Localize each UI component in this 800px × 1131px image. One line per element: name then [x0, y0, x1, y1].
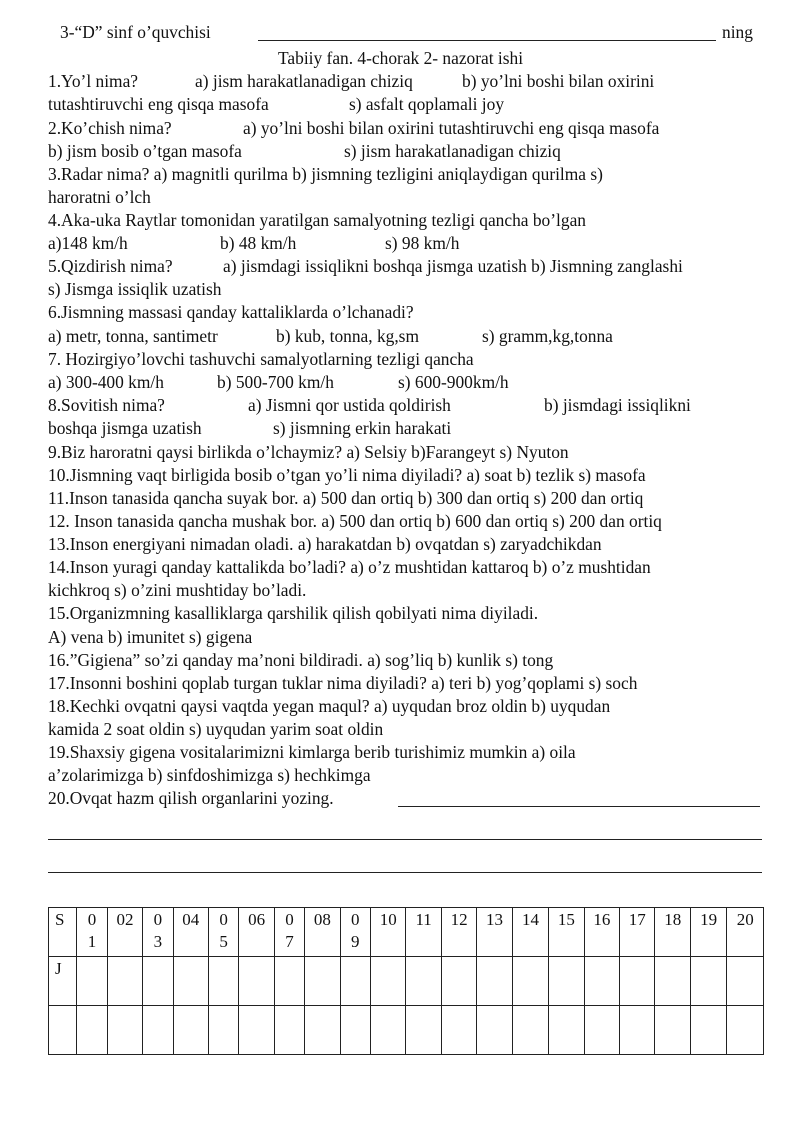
question-number-cell: 14: [512, 908, 548, 957]
score-row: [49, 1006, 764, 1055]
score-cell[interactable]: [727, 1006, 764, 1055]
q1-question: 1.Yo’l nima?: [48, 71, 139, 91]
q19-line2: a’zolarimizga b) sinfdoshimizga s) hechkimga: [48, 765, 371, 785]
q17-line: 17.Insonni boshini qoplab turgan tuklar nima diyiladi? a) teri b) yog’qoplami s) soch: [48, 673, 638, 693]
q19-line1: 19.Shaxsiy gigena vositalarimizni kimlarga berib turishimiz mumkin a) oila: [48, 742, 576, 762]
q9-line: 9.Biz haroratni qaysi birlikda o’lchaymiz? a) Selsiy b)Farangeyt s) Nyuton: [48, 442, 569, 462]
q8-option-s: s) jismning erkin harakati: [273, 418, 452, 438]
answer-cell[interactable]: [143, 957, 173, 1006]
question-number-cell: 13: [477, 908, 512, 957]
q18-line2: kamida 2 soat oldin s) uyqudan yarim soat oldin: [48, 719, 384, 739]
q6-option-b: b) kub, tonna, kg,sm: [276, 326, 419, 346]
q2-option-s: s) jism harakatlanadigan chiziq: [344, 141, 561, 161]
q7-option-s: s) 600-900km/h: [398, 372, 509, 392]
q6-question: 6.Jismning massasi qanday kattaliklarda o’lchanadi?: [48, 302, 414, 322]
answer-table: [48, 907, 764, 1055]
q4-option-a: a)148 km/h: [48, 233, 128, 253]
q15-line1: 15.Organizmning kasalliklarga qarshilik qilish qobilyati nima diyiladi.: [48, 603, 539, 623]
q2-option-a: a) yo’lni boshi bilan oxirini tutashtiruvchi eng qisqa masofa: [243, 118, 660, 138]
page-title: Tabiiy fan. 4-chorak 2- nazorat ishi: [278, 48, 524, 68]
q5-question: 5.Qizdirish nima?: [48, 256, 173, 276]
q8-question: 8.Sovitish nima?: [48, 395, 165, 415]
q11-line: 11.Inson tanasida qancha suyak bor. a) 500 dan ortiq b) 300 dan ortiq s) 200 dan ortiq: [48, 488, 644, 508]
answer-cell[interactable]: [340, 957, 370, 1006]
answer-cell[interactable]: [512, 957, 548, 1006]
q2-option-b: b) jism bosib o’tgan masofa: [48, 141, 242, 161]
score-cell[interactable]: [173, 1006, 208, 1055]
q20-answer-blank-2[interactable]: [48, 839, 762, 840]
class-label: 3-“D” sinf o’quvchisi: [60, 22, 211, 42]
q14-line1: 14.Inson yuragi qanday kattalikda bo’ladi? a) o’z mushtidan kattaroq b) o’z mushtidan: [48, 557, 651, 577]
q14-line2: kichkroq s) o’zini mushtiday bo’ladi.: [48, 580, 307, 600]
score-cell[interactable]: [406, 1006, 441, 1055]
answer-cell[interactable]: [406, 957, 441, 1006]
score-cell[interactable]: [143, 1006, 173, 1055]
score-cell[interactable]: [305, 1006, 340, 1055]
q2-question: 2.Ko’chish nima?: [48, 118, 172, 138]
q7-question: 7. Hozirgiyo’lovchi tashuvchi samalyotlarning tezligi qancha: [48, 349, 474, 369]
q3-line1: 3.Radar nima? a) magnitli qurilma b) jismning tezligini aniqlaydigan qurilma s): [48, 164, 603, 184]
answer-cell[interactable]: [77, 957, 107, 1006]
question-number-cell: 06: [239, 908, 274, 957]
score-cell[interactable]: [620, 1006, 655, 1055]
score-cell[interactable]: [441, 1006, 476, 1055]
answer-cell[interactable]: [208, 957, 238, 1006]
question-number-cell: 11: [406, 908, 441, 957]
question-number-cell: 0 5: [208, 908, 238, 957]
answer-cell[interactable]: [173, 957, 208, 1006]
question-number-cell: 16: [584, 908, 619, 957]
answer-cell[interactable]: [477, 957, 512, 1006]
score-cell[interactable]: [655, 1006, 690, 1055]
answer-cell[interactable]: [727, 957, 764, 1006]
q4-question: 4.Aka-uka Raytlar tomonidan yaratilgan samalyotning tezligi qancha bo’lgan: [48, 210, 586, 230]
question-number-cell: 12: [441, 908, 476, 957]
question-number-cell: 04: [173, 908, 208, 957]
answer-cell[interactable]: [690, 957, 726, 1006]
answer-cell[interactable]: [441, 957, 476, 1006]
score-cell[interactable]: [274, 1006, 304, 1055]
question-number-cell: 19: [690, 908, 726, 957]
question-number-cell: 02: [107, 908, 142, 957]
question-number-cell: 10: [370, 908, 405, 957]
q6-option-a: a) metr, tonna, santimetr: [48, 326, 218, 346]
answer-cell[interactable]: [274, 957, 304, 1006]
answer-cell[interactable]: [370, 957, 405, 1006]
q5-option-s: s) Jismga issiqlik uzatish: [48, 279, 222, 299]
question-number-cell: 18: [655, 908, 690, 957]
q1-option-s: s) asfalt qoplamali joy: [349, 94, 505, 114]
answer-cell[interactable]: [305, 957, 340, 1006]
q1-option-b-cont: tutashtiruvchi eng qisqa masofa: [48, 94, 269, 114]
answer-cell[interactable]: [655, 957, 690, 1006]
q4-option-s: s) 98 km/h: [385, 233, 460, 253]
score-cell[interactable]: [477, 1006, 512, 1055]
q6-option-s: s) gramm,kg,tonna: [482, 326, 613, 346]
q1-option-a: a) jism harakatlanadigan chiziq: [195, 71, 413, 91]
student-name-blank[interactable]: [258, 40, 716, 41]
question-number-cell: 0 3: [143, 908, 173, 957]
q12-line: 12. Inson tanasida qancha mushak bor. a) 500 dan ortiq b) 600 dan ortiq s) 200 dan ortiq: [48, 511, 662, 531]
q5-options-ab: a) jismdagi issiqlikni boshqa jismga uzatish b) Jismning zanglashi: [223, 256, 683, 276]
q20-answer-blank-1[interactable]: [398, 806, 760, 807]
question-number-cell: 20: [727, 908, 764, 957]
q8-option-b-cont: boshqa jismga uzatish: [48, 418, 202, 438]
q7-option-b: b) 500-700 km/h: [217, 372, 334, 392]
q4-option-b: b) 48 km/h: [220, 233, 297, 253]
answer-cell[interactable]: [239, 957, 274, 1006]
question-number-cell: 08: [305, 908, 340, 957]
row-label-j: J: [49, 957, 77, 1006]
score-cell[interactable]: [690, 1006, 726, 1055]
q8-option-a: a) Jismni qor ustida qoldirish: [248, 395, 451, 415]
q13-line: 13.Inson energiyani nimadan oladi. a) harakatdan b) ovqatdan s) zaryadchikdan: [48, 534, 602, 554]
q18-line1: 18.Kechki ovqatni qaysi vaqtda yegan maqul? a) uyqudan broz oldin b) uyqudan: [48, 696, 611, 716]
score-cell[interactable]: [340, 1006, 370, 1055]
question-number-cell: 0 7: [274, 908, 304, 957]
answer-cell[interactable]: [584, 957, 619, 1006]
answer-cell[interactable]: [107, 957, 142, 1006]
answer-row: [49, 957, 764, 1006]
q3-line2: haroratni o’lch: [48, 187, 151, 207]
score-cell[interactable]: [77, 1006, 107, 1055]
score-cell[interactable]: [208, 1006, 238, 1055]
question-number-cell: 0 9: [340, 908, 370, 957]
q20-answer-blank-3[interactable]: [48, 872, 762, 873]
question-number-cell: 0 1: [77, 908, 107, 957]
name-suffix: ning: [722, 22, 753, 42]
answer-cell[interactable]: [620, 957, 655, 1006]
score-cell[interactable]: [584, 1006, 619, 1055]
q8-option-b: b) jismdagi issiqlikni: [544, 395, 691, 415]
score-cell[interactable]: [239, 1006, 274, 1055]
row-label-s: S: [49, 908, 77, 957]
score-label-cell: [49, 1006, 77, 1055]
score-cell[interactable]: [370, 1006, 405, 1055]
score-cell[interactable]: [107, 1006, 142, 1055]
question-number-row: [49, 908, 764, 957]
q10-line: 10.Jismning vaqt birligida bosib o’tgan yo’li nima diyiladi? a) soat b) tezlik s) masofa: [48, 465, 646, 485]
q15-line2: A) vena b) imunitet s) gigena: [48, 627, 253, 647]
score-cell[interactable]: [549, 1006, 584, 1055]
question-number-cell: 15: [549, 908, 584, 957]
q16-line: 16.”Gigiena” so’zi qanday ma’noni bildiradi. a) sog’liq b) kunlik s) tong: [48, 650, 554, 670]
q20-question: 20.Ovqat hazm qilish organlarini yozing.: [48, 788, 334, 808]
q1-option-b: b) yo’lni boshi bilan oxirini: [462, 71, 655, 91]
q7-option-a: a) 300-400 km/h: [48, 372, 164, 392]
question-number-cell: 17: [620, 908, 655, 957]
score-cell[interactable]: [512, 1006, 548, 1055]
answer-cell[interactable]: [549, 957, 584, 1006]
